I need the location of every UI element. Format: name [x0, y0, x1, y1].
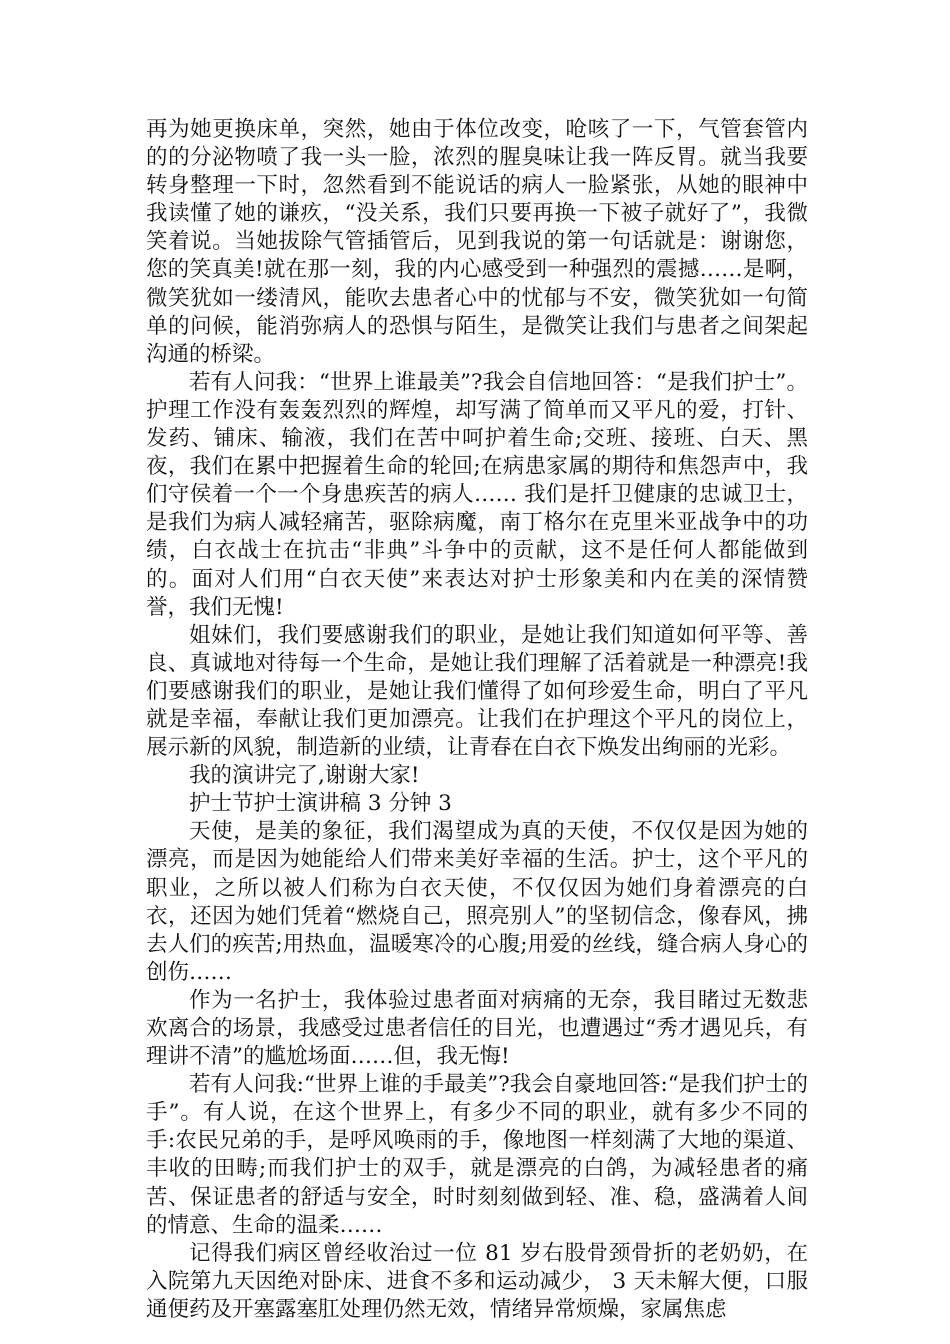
paragraph-7: 记得我们病区曾经收治过一位 81 岁右股骨颈骨折的老奶奶，在入院第九天因绝对卧床、进食不多和运动减少， 3 天未解大便，口服通便药及开塞露塞肛处理仍然无效，情绪异常烦燥，家属焦虑 — [146, 1240, 808, 1322]
paragraph-1: 再为她更换床单，突然，她由于体位改变，呛咳了一下，气管套管内的的分泌物喷了我一头一脸，浓烈的腥臭味让我一阵反胃。就当我要转身整理一下时，忽然看到不能说话的病人一脸紧张，从她的眼神中我读懂了她的谦疚，“没关系，我们只要再换一下被子就好了”，我微笑着说。当她拔除气管插管后，见到我说的第一句话就是：谢谢您，您的笑真美!就在那一刻，我的内心感受到一种强烈的震撼……是啊，微笑犹如一缕清风，能吹去患者心中的忧郁与不安，微笑犹如一句简单的问候，能消弥病人的恐惧与陌生，是微笑让我们与患者之间架起沟通的桥梁。 — [146, 117, 808, 367]
paragraph-4: 天使，是美的象征，我们渴望成为真的天使，不仅仅是因为她的漂亮，而是因为她能给人们带来美好幸福的生活。护士，这个平凡的职业，之所以被人们称为白衣天使，不仅仅因为她们身着漂亮的白衣，还因为她们凭着“燃烧自己，照亮别人”的坚韧信念，像春风，拂去人们的疾苦;用热血，温暖寒冷的心腹;用爱的丝线，缝合病人身心的创伤…… — [146, 819, 808, 985]
paragraph-3: 姐妹们，我们要感谢我们的职业，是她让我们知道如何平等、善良、真诚地对待每一个生命，是她让我们理解了活着就是一种漂亮!我们要感谢我们的职业，是她让我们懂得了如何珍爱生命，明白了平凡就是幸福，奉献让我们更加漂亮。让我们在护理这个平凡的岗位上，展示新的风貌，制造新的业绩，让青春在白衣下焕发出绚丽的光彩。 — [146, 622, 808, 761]
paragraph-5: 作为一名护士，我体验过患者面对病痛的无奈，我目睹过无数悲欢离合的场景，我感受过患者信任的目光，也遭遇过“秀才遇见兵，有理讲不清”的尴尬场面……但，我无悔! — [146, 987, 808, 1070]
paragraph-6: 若有人问我:“世界上谁的手最美”?我会自豪地回答:“是我们护士的手”。有人说，在这个世界上，有多少不同的职业，就有多少不同的手:农民兄弟的手，是呼风唤雨的手，像地图一样刻满了大地的渠道、丰收的田畴;而我们护士的双手，就是漂亮的白鸽，为减轻患者的痛苦、保证患者的舒适与安全，时时刻刻做到轻、准、稳，盛满着人间的情意、生命的温柔…… — [146, 1072, 808, 1238]
section-heading: 护士节护士演讲稿 3 分钟 3 — [189, 791, 452, 817]
paragraph-2: 若有人问我：“世界上谁最美”?我会自信地回答：“是我们护士”。护理工作没有轰轰烈烈的辉煌，却写满了简单而又平凡的爱，打针、发药、铺床、输液，我们在苦中呵护着生命;交班、接班、白天、黑夜，我们在累中把握着生命的轮回;在病患家属的期待和焦怨声中，我们守侯着一个一个身患疾苦的病人…… 我们是扦卫健康的忠诚卫士，是我们为病人减轻痛苦，驱除病魔，南丁格尔在克里米亚战争中的功绩，白衣战士在抗击“非典”斗争中的贡献，这不是任何人都能做到的。面对人们用“白衣天使”来表达对护士形象美和内在美的深情赞誉，我们无愧! — [146, 369, 808, 620]
document-body — [146, 116, 808, 1324]
closing-line: 我的演讲完了,谢谢大家! — [189, 763, 420, 789]
